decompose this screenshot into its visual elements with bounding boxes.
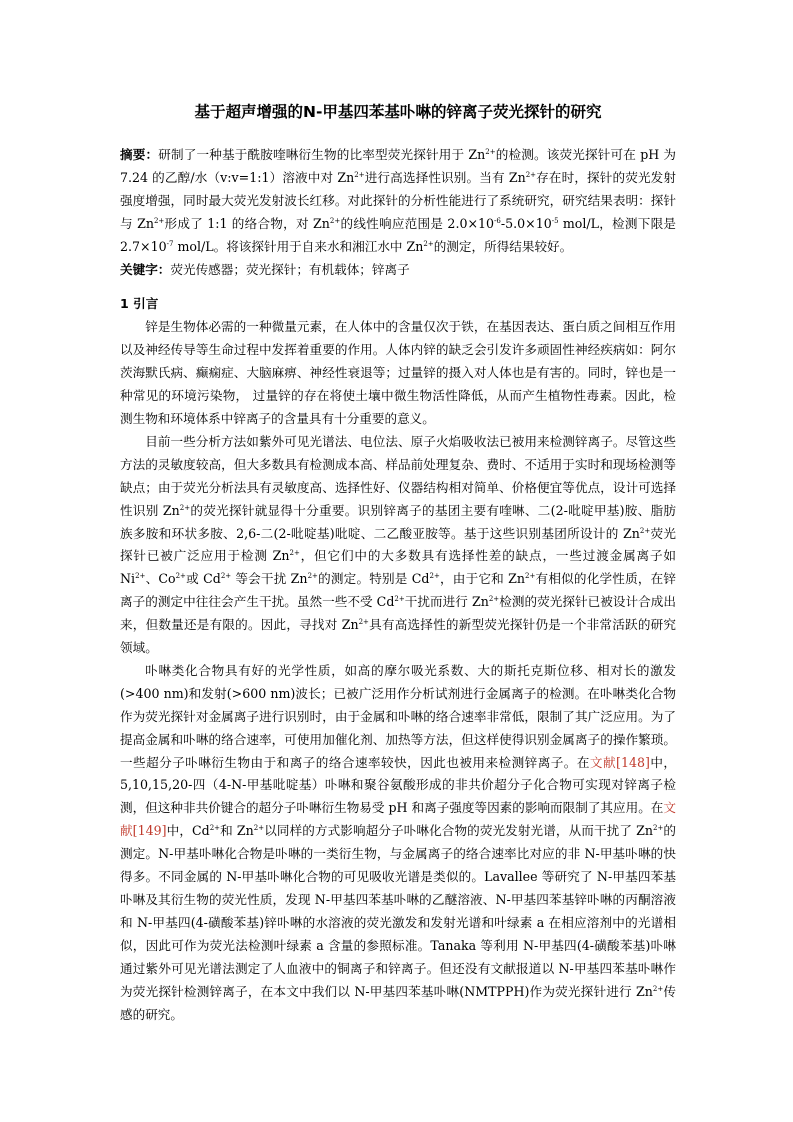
abstract-paragraph: 摘要：研制了一种基于酰胺喹啉衍生物的比率型荧光探针用于 $Zn^{2+}$的检测。该荧光探针可在 pH 为 7.24 的乙醇/水（v:v=1:1）溶液中对 $Zn^{2+}$进行高选择性识别。当有 $Zn^{2+}$存在时，探针的荧光发射强度增强，同时最大荧光发射波长红移。对此探针的分析性能进行了系统研究，研究结果表明：探针与 $Zn^{2+}$形成了 1:1 的络合物，对 $Zn^{2+}$的线性响应范围是 $2.0\times 10^{-6}-5.0\times 10^{-5}$ mol/L，检测下限是 $2.7\times 10^{-7}$ mol/L。将该探针用于自来水和湘江水中 $Zn^{2+}$的测定，所得结果较好。 <box>120 147 677 254</box>
reference-link-149[interactable]: 文献[149] <box>120 800 676 839</box>
body-paragraph-3: 卟啉类化合物具有好的光学性质，如高的摩尔吸光系数、大的斯托克斯位移、相对长的激发(>400 nm)和发射(>600 nm)波长；已被广泛用作分析试剂进行金属离子的检测。在卟啉类化合物作为荧光探针对金属离子进行识别时，由于金属和卟啉的络合速率非常低，限制了其广泛应用。为了提高金属和卟啉的络合速率，可使用加催化剂、加热等方法，但这样使得识别金属离子的操作繁琐。一些超分子卟啉衍生物由于和离子的络合速率较快，因此也被用来检测锌离子。在文献[148]中，5,10,15,20-四（4-N-甲基吡啶基）卟啉和聚谷氨酸形成的非共价超分子化合物可实现对锌离子检测，但这种非共价键合的超分子卟啉衍生物易受 pH 和离子强度等因素的影响而限制了其应用。在文献[149]中，$Cd^{2+}$和 $Zn^{2+}$以同样的方式影响超分子卟啉化合物的荧光发射光谱，从而干扰了 $Zn^{2+}$的测定。N-甲基卟啉化合物是卟啉的一类衍生物，与金属离子的络合速率比对应的非 N-甲基卟啉的快得多。不同金属的 N-甲基卟啉化合物的可见吸收光谱是类似的。Lavallee 等研究了 N-甲基四苯基卟啉及其衍生物的荧光性质，发现 N-甲基四苯基卟啉的乙醚溶液、N-甲基四苯基锌卟啉的丙酮溶液和 N-甲基四(4-磺酸苯基)锌卟啉的水溶液的荧光激发和发射光谱和叶绿素 a 在相应溶剂中的光谱相似，因此可作为荧光法检测叶绿素 a 含量的参照标准。Tanaka 等利用 N-甲基四(4-磺酸苯基)卟啉通过紫外可见光谱法测定了人血液中的铜离子和锌离子。但还没有文献报道以 N-甲基四苯基卟啉作为荧光探针检测锌离子，在本文中我们以 N-甲基四苯基卟啉(NMTPPH)作为荧光探针进行 $Zn^{2+}$传感的研究。 <box>120 662 677 1022</box>
paper-title: 基于超声增强的N-甲基四苯基卟啉的锌离子荧光探针的研究 <box>194 103 602 121</box>
abstract-label: 摘要： <box>120 147 159 162</box>
body-paragraph-2: 目前一些分析方法如紫外可见光谱法、电位法、原子火焰吸收法已被用来检测锌离子。尽管这些方法的灵敏度较高，但大多数具有检测成本高、样品前处理复杂、费时、不适用于实时和现场检测等缺点；由于荧光分析法具有灵敏度高、选择性好、仪器结构相对简单、价格便宜等优点，设计可选择性识别 $Zn^{2+}$的荧光探针就显得十分重要。识别锌离子的基团主要有喹啉、二(2-吡啶甲基)胺、脂肪族多胺和环状多胺、2,6-二(2-吡啶基)吡啶、二乙酸亚胺等。基于这些识别基团所设计的 $Zn^{2+}$荧光探针已被广泛应用于检测 $Zn^{2+}$，但它们中的大多数具有选择性差的缺点，一些过渡金属离子如 $Ni^{2+}$、$Co^{2+}$或 $Cd^{2+}$ 等会干扰 $Zn^{2+}$的测定。特别是 $Cd^{2+}$，由于它和 $Zn^{2+}$有相似的化学性质，在锌离子的测定中往往会产生干扰。虽然一些不受 $Cd^{2+}$干扰而进行 $Zn^{2+}$检测的荧光探针已被设计合成出来，但数量还是有限的。因此，寻找对 $Zn^{2+}$具有高选择性的新型荧光探针仍是一个非常活跃的研究领域。 <box>120 433 677 656</box>
keywords-label: 关键字： <box>120 261 171 277</box>
body-paragraph-1: 锌是生物体必需的一种微量元素，在人体中的含量仅次于铁，在基因表达、蛋白质之间相互作用以及神经传导等生命过程中发挥着重要的作用。人体内锌的缺乏会引发许多顽固性神经疾病如：阿尔茨海默氏病、癫痫症、大脑麻痹、神经性衰退等；过量锌的摄入对人体也是有害的。同时，锌也是一种常见的环境污染物， 过量锌的存在将使土壤中微生物活性降低，从而产生植物性毒素。因此，检测生物和环境体系中锌离子的含量具有十分重要的意义。 <box>120 319 676 426</box>
paper-page <box>120 100 676 1026</box>
keywords-paragraph <box>120 259 676 282</box>
section-heading-intro: 1 引言 <box>120 296 159 312</box>
reference-link-148[interactable]: 文献[148] <box>589 754 650 770</box>
keywords-text: 荧光传感器；荧光探针；有机载体；锌离子 <box>170 261 410 277</box>
